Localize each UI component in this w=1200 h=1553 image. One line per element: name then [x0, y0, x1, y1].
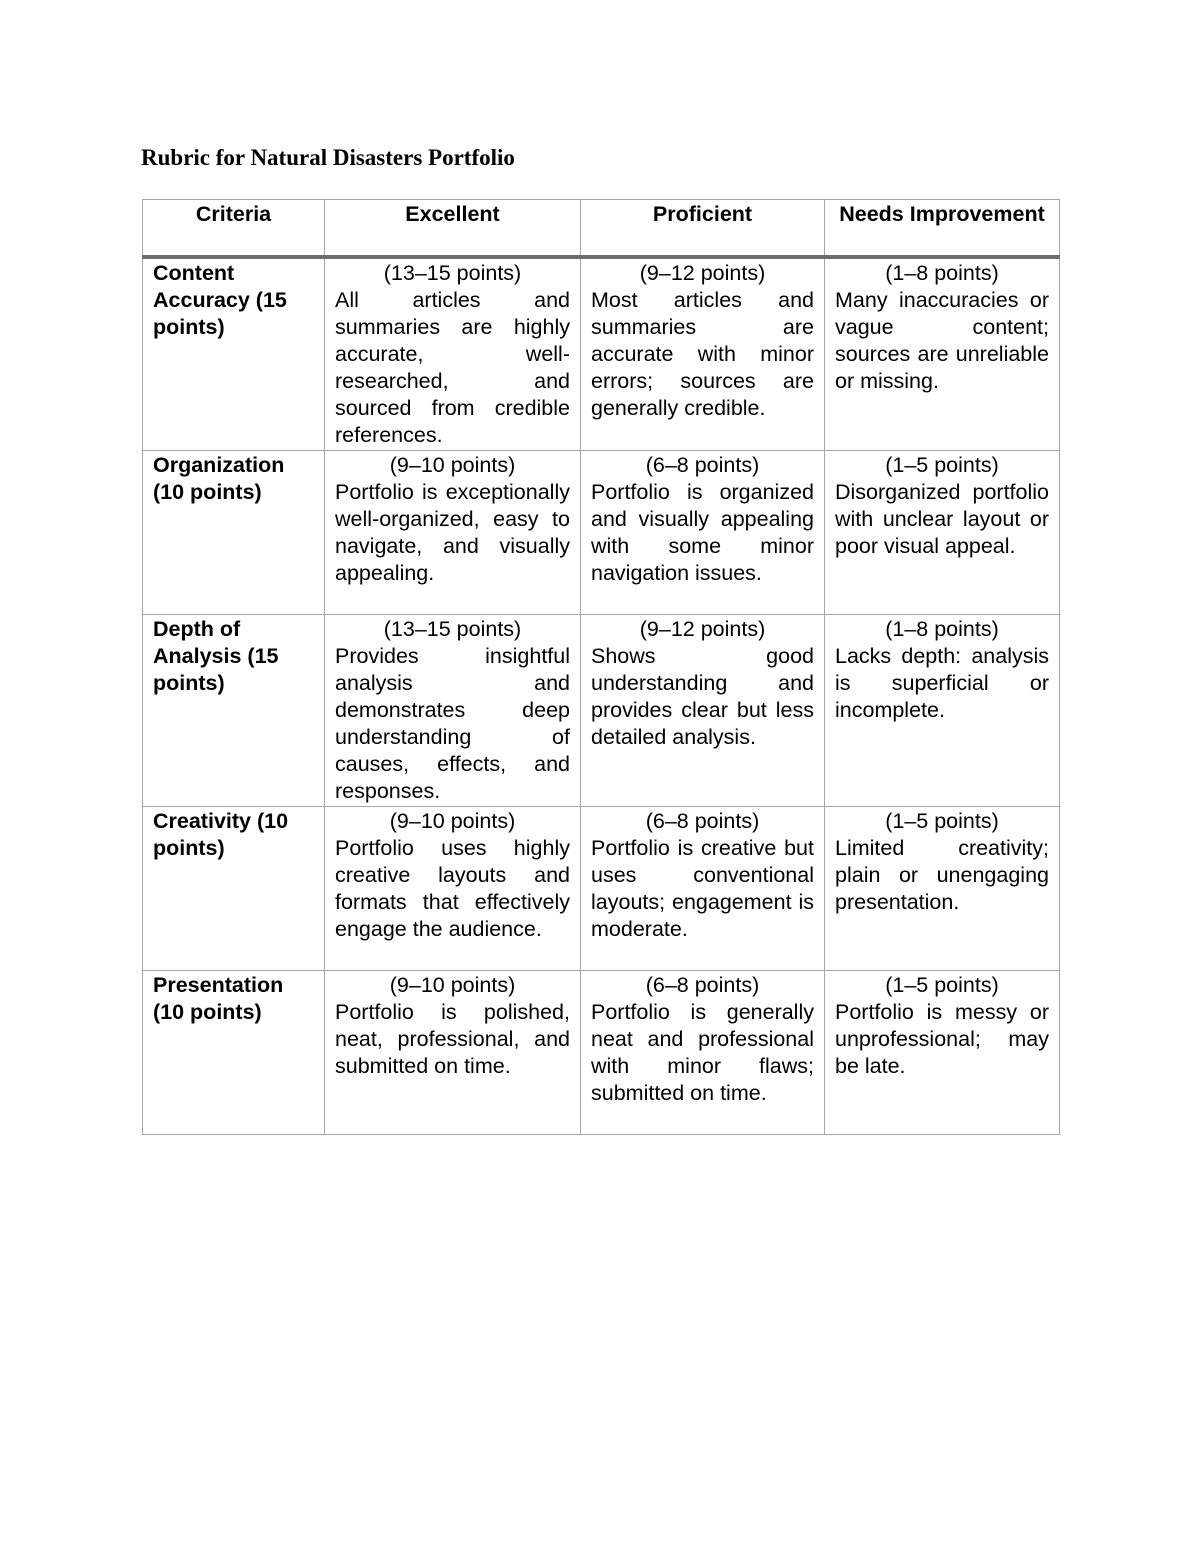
- points-range: (9–10 points): [389, 809, 516, 833]
- proficient-cell: [581, 257, 825, 451]
- excellent-cell: [325, 257, 581, 451]
- points-range: (9–12 points): [639, 261, 766, 285]
- points-range: (6–8 points): [645, 453, 760, 477]
- points-range: (1–5 points): [885, 809, 999, 833]
- excellent-cell: [325, 451, 581, 615]
- description: Limited creativity; plain or unengaging presentation.: [835, 836, 1049, 914]
- points-range: (1–8 points): [885, 261, 999, 285]
- table-header: [143, 200, 1060, 258]
- description: Portfolio is exceptionally well-organized, easy to navigate, and visually appealing.: [335, 480, 570, 585]
- header-excellent: Excellent: [325, 200, 581, 258]
- needs-improvement-cell: [825, 807, 1060, 971]
- excellent-cell: [325, 615, 581, 807]
- header-row: [143, 200, 1060, 258]
- points-range: (9–12 points): [639, 617, 766, 641]
- proficient-cell: [581, 451, 825, 615]
- description: Provides insightful analysis and demonstrates deep understanding of causes, effects, and responses.: [335, 644, 570, 803]
- points-range: (1–5 points): [885, 453, 999, 477]
- description: Many inaccuracies or vague content; sources are unreliable or missing.: [835, 288, 1049, 393]
- points-range: (6–8 points): [645, 809, 760, 833]
- needs-improvement-cell: [825, 971, 1060, 1135]
- description: All articles and summaries are highly accurate, well-researched, and sourced from credible references.: [335, 288, 570, 447]
- needs-improvement-cell: [825, 451, 1060, 615]
- excellent-cell: [325, 807, 581, 971]
- header-needs-improvement: Needs Improvement: [825, 200, 1060, 258]
- description: Portfolio is polished, neat, professional, and submitted on time.: [335, 1000, 570, 1078]
- criterion-cell: Depth of Analysis (15 points): [143, 615, 325, 807]
- points-range: (9–10 points): [389, 453, 516, 477]
- proficient-cell: [581, 971, 825, 1135]
- proficient-cell: [581, 807, 825, 971]
- document-title: Rubric for Natural Disasters Portfolio: [141, 145, 515, 170]
- points-range: (6–8 points): [645, 973, 760, 997]
- description: Portfolio is organized and visually appealing with some minor navigation issues.: [591, 480, 814, 585]
- criterion-cell: Presentation (10 points): [143, 971, 325, 1135]
- description: Portfolio is generally neat and professional with minor flaws; submitted on time.: [591, 1000, 814, 1105]
- criterion-cell: Organization (10 points): [143, 451, 325, 615]
- points-range: (13–15 points): [383, 261, 522, 285]
- points-range: (9–10 points): [389, 973, 516, 997]
- rubric-table: [142, 199, 1060, 1135]
- needs-improvement-cell: [825, 257, 1060, 451]
- description: Shows good understanding and provides clear but less detailed analysis.: [591, 644, 814, 749]
- description: Lacks depth: analysis is superficial or incomplete.: [835, 644, 1049, 722]
- table-row: [143, 451, 1060, 615]
- points-range: (1–5 points): [885, 973, 999, 997]
- needs-improvement-cell: [825, 615, 1060, 807]
- table-row: [143, 807, 1060, 971]
- header-proficient: Proficient: [581, 200, 825, 258]
- header-criteria: Criteria: [143, 200, 325, 258]
- description: Portfolio is messy or unprofessional; may be late.: [835, 1000, 1049, 1078]
- description: Portfolio is creative but uses conventional layouts; engagement is moderate.: [591, 836, 814, 941]
- table-row: [143, 971, 1060, 1135]
- table-row: [143, 257, 1060, 451]
- proficient-cell: [581, 615, 825, 807]
- description: Most articles and summaries are accurate with minor errors; sources are generally credible.: [591, 288, 814, 420]
- description: Disorganized portfolio with unclear layout or poor visual appeal.: [835, 480, 1049, 558]
- description: Portfolio uses highly creative layouts and formats that effectively engage the audience.: [335, 836, 570, 941]
- table-row: [143, 615, 1060, 807]
- points-range: (1–8 points): [885, 617, 999, 641]
- excellent-cell: [325, 971, 581, 1135]
- criterion-cell: Content Accuracy (15 points): [143, 257, 325, 451]
- criterion-cell: Creativity (10 points): [143, 807, 325, 971]
- points-range: (13–15 points): [383, 617, 522, 641]
